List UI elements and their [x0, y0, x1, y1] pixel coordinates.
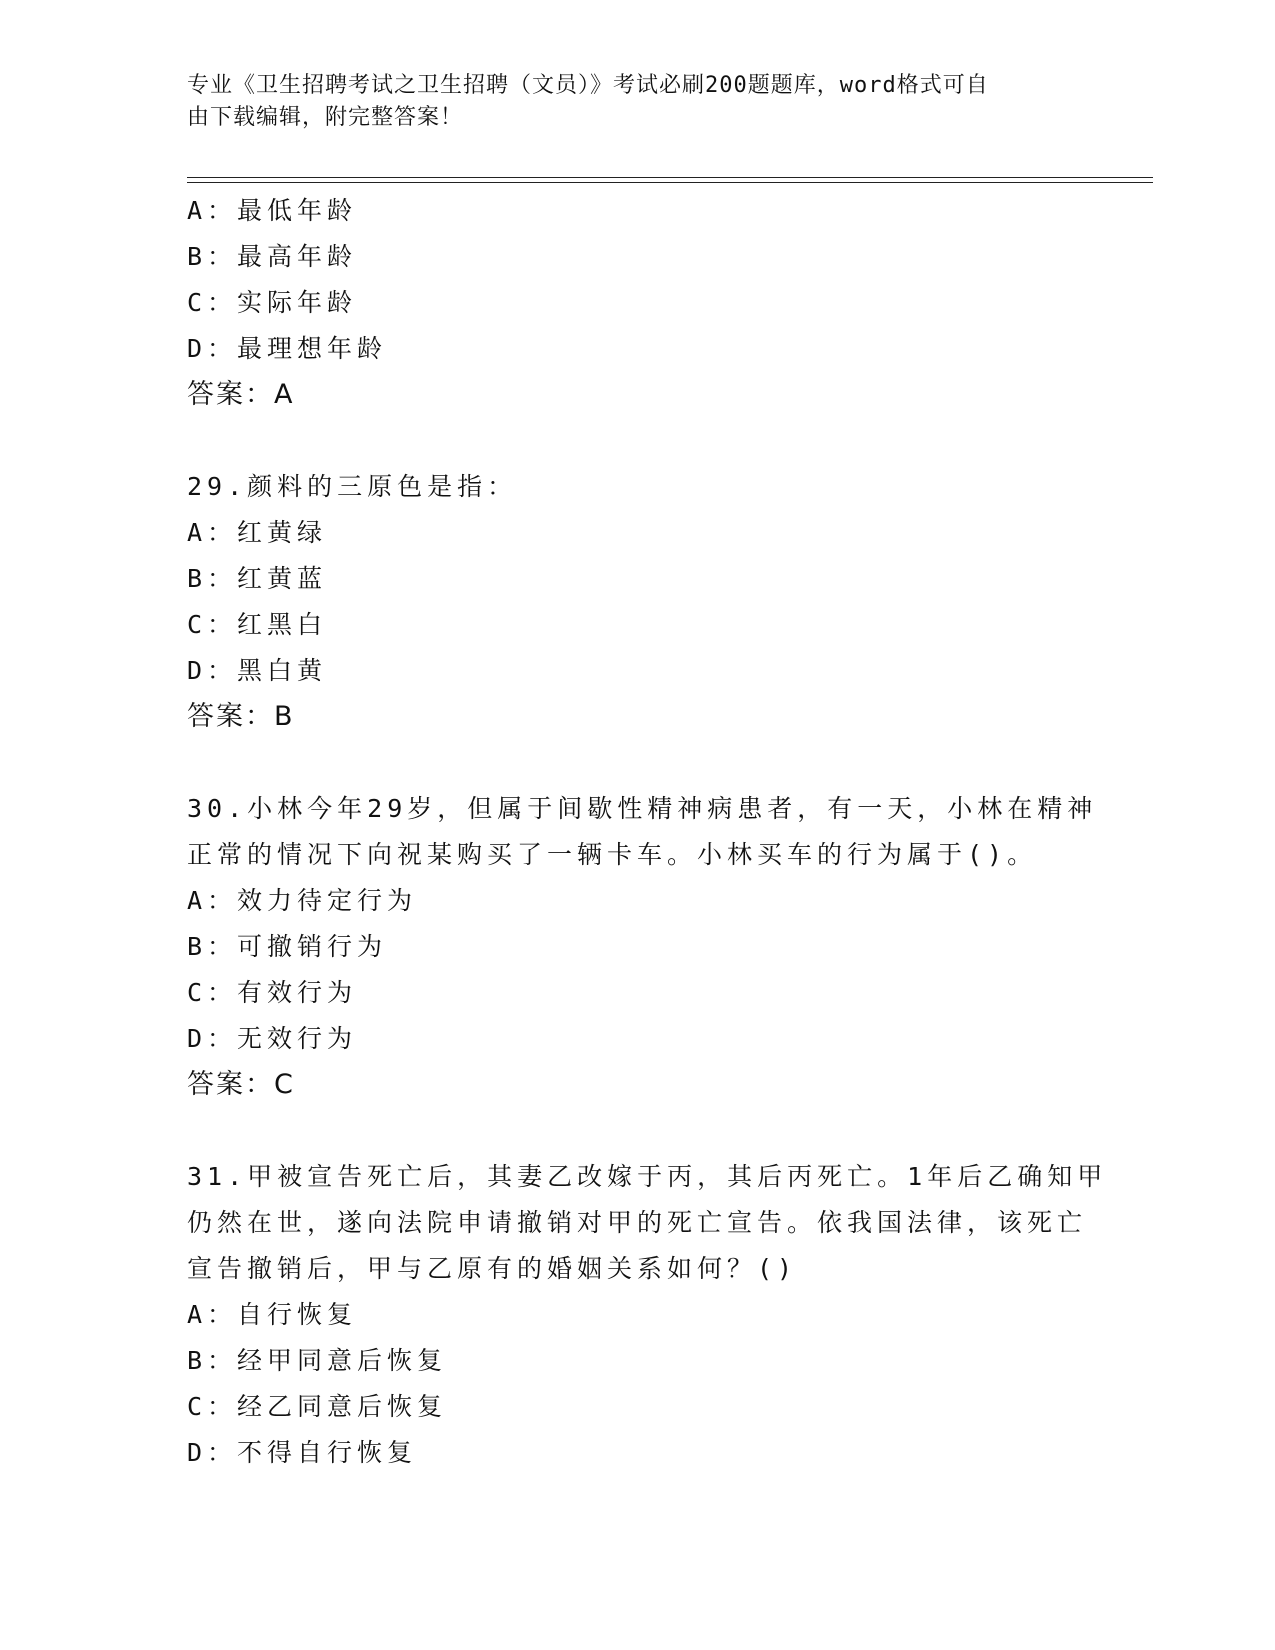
document-body: [187, 188, 1108, 1476]
option-c: C：经乙同意后恢复: [187, 1392, 448, 1421]
option-c: C：红黑白: [187, 610, 328, 639]
option-b: B：经甲同意后恢复: [187, 1346, 448, 1375]
question-31: [187, 1154, 1108, 1476]
answer: 答案：B: [187, 701, 295, 732]
question-28: [187, 188, 1087, 418]
question-text-line-1: 31.甲被宣告死亡后，其妻乙改嫁于丙，其后丙死亡。1年后乙确知甲: [187, 1162, 1108, 1191]
question-text-line-2: 仍然在世，遂向法院申请撤销对甲的死亡宣告。依我国法律，该死亡: [187, 1208, 1088, 1237]
question-text-line-2: 正常的情况下向祝某购买了一辆卡车。小林买车的行为属于()。: [187, 840, 1038, 869]
question-text-line-3: 宣告撤销后，甲与乙原有的婚姻关系如何？(): [187, 1254, 798, 1283]
header-divider-bottom: [187, 182, 1153, 183]
option-a: A：最低年龄: [187, 196, 358, 225]
option-a: A：自行恢复: [187, 1300, 358, 1329]
option-d: D：最理想年龄: [187, 334, 388, 363]
answer: 答案：C: [187, 1069, 295, 1100]
option-a: A：红黄绿: [187, 518, 328, 547]
header-line-1: 专业《卫生招聘考试之卫生招聘（文员）》考试必刷200题题库，word格式可自: [187, 73, 989, 98]
question-29: [187, 464, 1087, 740]
header-line-2: 由下载编辑，附完整答案！: [187, 105, 464, 130]
option-b: B：可撤销行为: [187, 932, 388, 961]
option-c: C：实际年龄: [187, 288, 358, 317]
option-d: D：黑白黄: [187, 656, 328, 685]
option-b: B：最高年龄: [187, 242, 358, 271]
option-d: D：不得自行恢复: [187, 1438, 418, 1467]
option-d: D：无效行为: [187, 1024, 358, 1053]
question-text-line-1: 30.小林今年29岁，但属于间歇性精神病患者，有一天，小林在精神: [187, 794, 1098, 823]
answer: 答案：A: [187, 379, 295, 410]
header-divider-top: [187, 177, 1153, 178]
option-c: C：有效行为: [187, 978, 358, 1007]
question-30: [187, 786, 1098, 1108]
question-text: 29.颜料的三原色是指：: [187, 472, 518, 501]
option-b: B：红黄蓝: [187, 564, 328, 593]
option-a: A：效力待定行为: [187, 886, 418, 915]
document-header: [187, 70, 1067, 134]
